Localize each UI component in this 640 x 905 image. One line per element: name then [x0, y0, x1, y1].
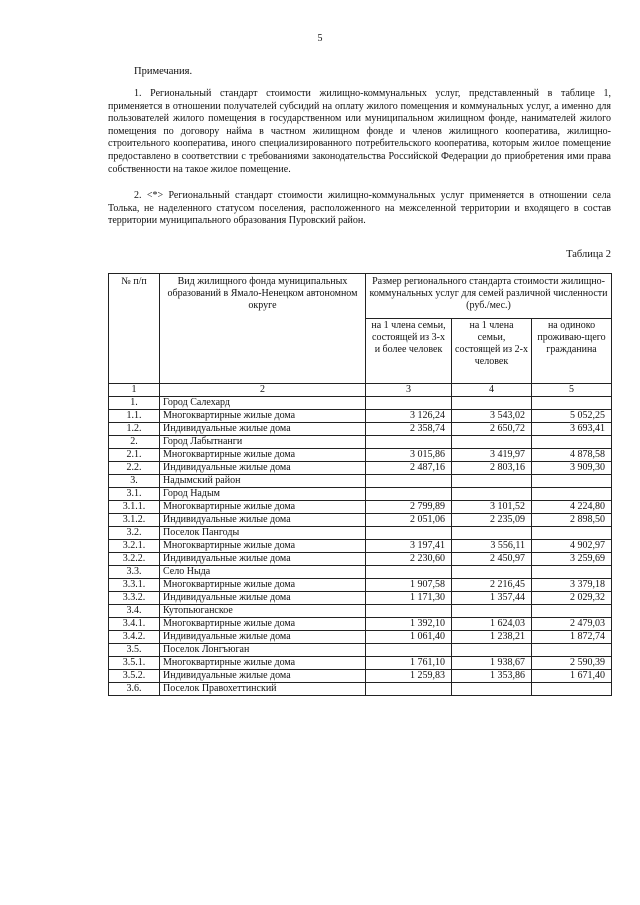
value-3plus [366, 605, 452, 618]
value-2: 3 543,02 [452, 410, 532, 423]
table-caption: Таблица 2 [566, 249, 611, 260]
table-row [109, 462, 612, 475]
row-name: Город Надым [160, 488, 366, 501]
value-3plus: 3 015,86 [366, 449, 452, 462]
value-single: 2 479,03 [532, 618, 612, 631]
row-name: Село Ныда [160, 566, 366, 579]
row-name: Поселок Лонгъюган [160, 644, 366, 657]
value-3plus [366, 488, 452, 501]
row-number: 3.4. [109, 605, 160, 618]
row-number: 1. [109, 397, 160, 410]
row-number: 3.6. [109, 683, 160, 696]
value-2 [452, 683, 532, 696]
value-3plus: 3 197,41 [366, 540, 452, 553]
value-3plus [366, 644, 452, 657]
note-2: 2. <*> Региональный стандарт стоимости жилищно-коммунальных услуг применяется в отношении села Толька, не наделенного статусом поселения, расположенного на межселенной территории и входящего в состав территории муниципального образования Пуровский район. [108, 190, 611, 227]
value-2: 1 353,86 [452, 670, 532, 683]
row-number: 3.2.2. [109, 553, 160, 566]
table-row [109, 683, 612, 696]
value-2 [452, 436, 532, 449]
table-row [109, 540, 612, 553]
value-single: 3 693,41 [532, 423, 612, 436]
value-2 [452, 644, 532, 657]
row-name: Индивидуальные жилые дома [160, 631, 366, 644]
value-single: 3 379,18 [532, 579, 612, 592]
row-number: 3.1.2. [109, 514, 160, 527]
value-single: 2 590,39 [532, 657, 612, 670]
table-row [109, 397, 612, 410]
value-single: 5 052,25 [532, 410, 612, 423]
row-number: 3.5.2. [109, 670, 160, 683]
value-3plus: 1 171,30 [366, 592, 452, 605]
row-number: 3.5.1. [109, 657, 160, 670]
value-2 [452, 527, 532, 540]
table-row [109, 670, 612, 683]
header-sub-2: на 1 члена семьи, состоящей из 2-х человек [452, 319, 532, 384]
table-row [109, 436, 612, 449]
table-row [109, 501, 612, 514]
column-number: 1 [109, 384, 160, 397]
value-3plus [366, 436, 452, 449]
table-row [109, 566, 612, 579]
row-number: 3.4.1. [109, 618, 160, 631]
row-number: 2. [109, 436, 160, 449]
row-name: Многоквартирные жилые дома [160, 410, 366, 423]
table-row [109, 618, 612, 631]
value-3plus: 1 392,10 [366, 618, 452, 631]
table-row [109, 644, 612, 657]
row-name: Индивидуальные жилые дома [160, 670, 366, 683]
page-number: 5 [317, 33, 323, 44]
value-single: 3 909,30 [532, 462, 612, 475]
row-number: 3.3.1. [109, 579, 160, 592]
column-number: 3 [366, 384, 452, 397]
header-type: Вид жилищного фонда муниципальных образований в Ямало-Ненецком автономном округе [160, 274, 366, 384]
row-name: Индивидуальные жилые дома [160, 553, 366, 566]
row-name: Многоквартирные жилые дома [160, 501, 366, 514]
value-2 [452, 605, 532, 618]
value-single: 1 872,74 [532, 631, 612, 644]
header-sub-single: на одиноко проживаю-щего гражданина [532, 319, 612, 384]
value-2: 1 624,03 [452, 618, 532, 631]
value-2 [452, 475, 532, 488]
row-name: Поселок Пангоды [160, 527, 366, 540]
rates-table [108, 273, 612, 696]
value-2 [452, 566, 532, 579]
value-3plus [366, 683, 452, 696]
row-name: Индивидуальные жилые дома [160, 514, 366, 527]
value-3plus: 1 061,40 [366, 631, 452, 644]
row-number: 3.5. [109, 644, 160, 657]
value-2: 3 556,11 [452, 540, 532, 553]
row-number: 3.1. [109, 488, 160, 501]
value-2: 3 101,52 [452, 501, 532, 514]
row-name: Город Лабытнанги [160, 436, 366, 449]
value-3plus [366, 527, 452, 540]
value-3plus [366, 397, 452, 410]
value-single [532, 644, 612, 657]
value-3plus: 2 358,74 [366, 423, 452, 436]
table-row [109, 423, 612, 436]
value-3plus: 2 487,16 [366, 462, 452, 475]
row-name: Многоквартирные жилые дома [160, 449, 366, 462]
header-group: Размер регионального стандарта стоимости жилищно-коммунальных услуг для семей различной численности (руб./мес.) [366, 274, 612, 319]
value-3plus: 1 907,58 [366, 579, 452, 592]
row-name: Многоквартирные жилые дома [160, 657, 366, 670]
row-number: 3.3. [109, 566, 160, 579]
value-2: 3 419,97 [452, 449, 532, 462]
notes-heading: Примечания. [134, 66, 193, 77]
table-row [109, 579, 612, 592]
table-row [109, 475, 612, 488]
row-number: 1.1. [109, 410, 160, 423]
value-3plus: 1 761,10 [366, 657, 452, 670]
value-2: 2 450,97 [452, 553, 532, 566]
table-row [109, 631, 612, 644]
value-single [532, 566, 612, 579]
value-2: 1 357,44 [452, 592, 532, 605]
row-number: 3.1.1. [109, 501, 160, 514]
value-single: 4 878,58 [532, 449, 612, 462]
header-sub-3plus: на 1 члена семьи, состоящей из 3-х и более человек [366, 319, 452, 384]
row-number: 3.3.2. [109, 592, 160, 605]
value-3plus [366, 475, 452, 488]
row-number: 3.2.1. [109, 540, 160, 553]
column-number: 4 [452, 384, 532, 397]
value-single [532, 488, 612, 501]
value-2: 2 650,72 [452, 423, 532, 436]
value-single [532, 397, 612, 410]
value-single: 4 902,97 [532, 540, 612, 553]
value-2: 1 238,21 [452, 631, 532, 644]
row-name: Город Салехард [160, 397, 366, 410]
value-single: 4 224,80 [532, 501, 612, 514]
column-number: 5 [532, 384, 612, 397]
row-name: Многоквартирные жилые дома [160, 618, 366, 631]
row-name: Индивидуальные жилые дома [160, 592, 366, 605]
value-3plus: 2 051,06 [366, 514, 452, 527]
value-single: 3 259,69 [532, 553, 612, 566]
table-row [109, 605, 612, 618]
table-row [109, 488, 612, 501]
row-name: Многоквартирные жилые дома [160, 579, 366, 592]
row-number: 2.1. [109, 449, 160, 462]
value-3plus: 2 799,89 [366, 501, 452, 514]
table-row [109, 553, 612, 566]
value-2: 2 803,16 [452, 462, 532, 475]
value-3plus: 3 126,24 [366, 410, 452, 423]
value-3plus: 1 259,83 [366, 670, 452, 683]
row-name: Индивидуальные жилые дома [160, 423, 366, 436]
table-row [109, 410, 612, 423]
column-number: 2 [160, 384, 366, 397]
value-3plus [366, 566, 452, 579]
row-number: 3.2. [109, 527, 160, 540]
value-single [532, 605, 612, 618]
table-row [109, 527, 612, 540]
table-row [109, 657, 612, 670]
value-single [532, 683, 612, 696]
value-single [532, 527, 612, 540]
note-1: 1. Региональный стандарт стоимости жилищно-коммунальных услуг, представленный в таблице 1, применяется в отношении получателей субсидий на оплату жилого помещения и коммунальных услуг, а именно для пользователей жилого помещения в государственном или муниципальном жилищном фонде, нанимателей жилого помещения по договору найма в частном жилищном фонде и членов жилищного кооператива, жилищно-строительного кооператива, иного специализированного потребительского кооператива, которым жилое помещение предоставлено в соответствии с требованиями законодательства Российской Федерации до приобретения ими права собственности на такое жилое помещение. [108, 88, 611, 175]
value-2: 2 235,09 [452, 514, 532, 527]
value-3plus: 2 230,60 [366, 553, 452, 566]
value-single: 2 029,32 [532, 592, 612, 605]
value-2: 2 216,45 [452, 579, 532, 592]
row-name: Надымский район [160, 475, 366, 488]
value-single [532, 436, 612, 449]
row-number: 2.2. [109, 462, 160, 475]
table-row [109, 514, 612, 527]
value-single: 1 671,40 [532, 670, 612, 683]
header-num: № п/п [109, 274, 160, 384]
row-number: 3.4.2. [109, 631, 160, 644]
table-body [109, 397, 612, 696]
row-name: Индивидуальные жилые дома [160, 462, 366, 475]
table-row [109, 592, 612, 605]
row-name: Поселок Правохеттинский [160, 683, 366, 696]
value-2 [452, 397, 532, 410]
value-2 [452, 488, 532, 501]
row-name: Кутопьюганское [160, 605, 366, 618]
row-number: 1.2. [109, 423, 160, 436]
value-single [532, 475, 612, 488]
row-name: Многоквартирные жилые дома [160, 540, 366, 553]
row-number: 3. [109, 475, 160, 488]
value-2: 1 938,67 [452, 657, 532, 670]
table-row [109, 449, 612, 462]
value-single: 2 898,50 [532, 514, 612, 527]
